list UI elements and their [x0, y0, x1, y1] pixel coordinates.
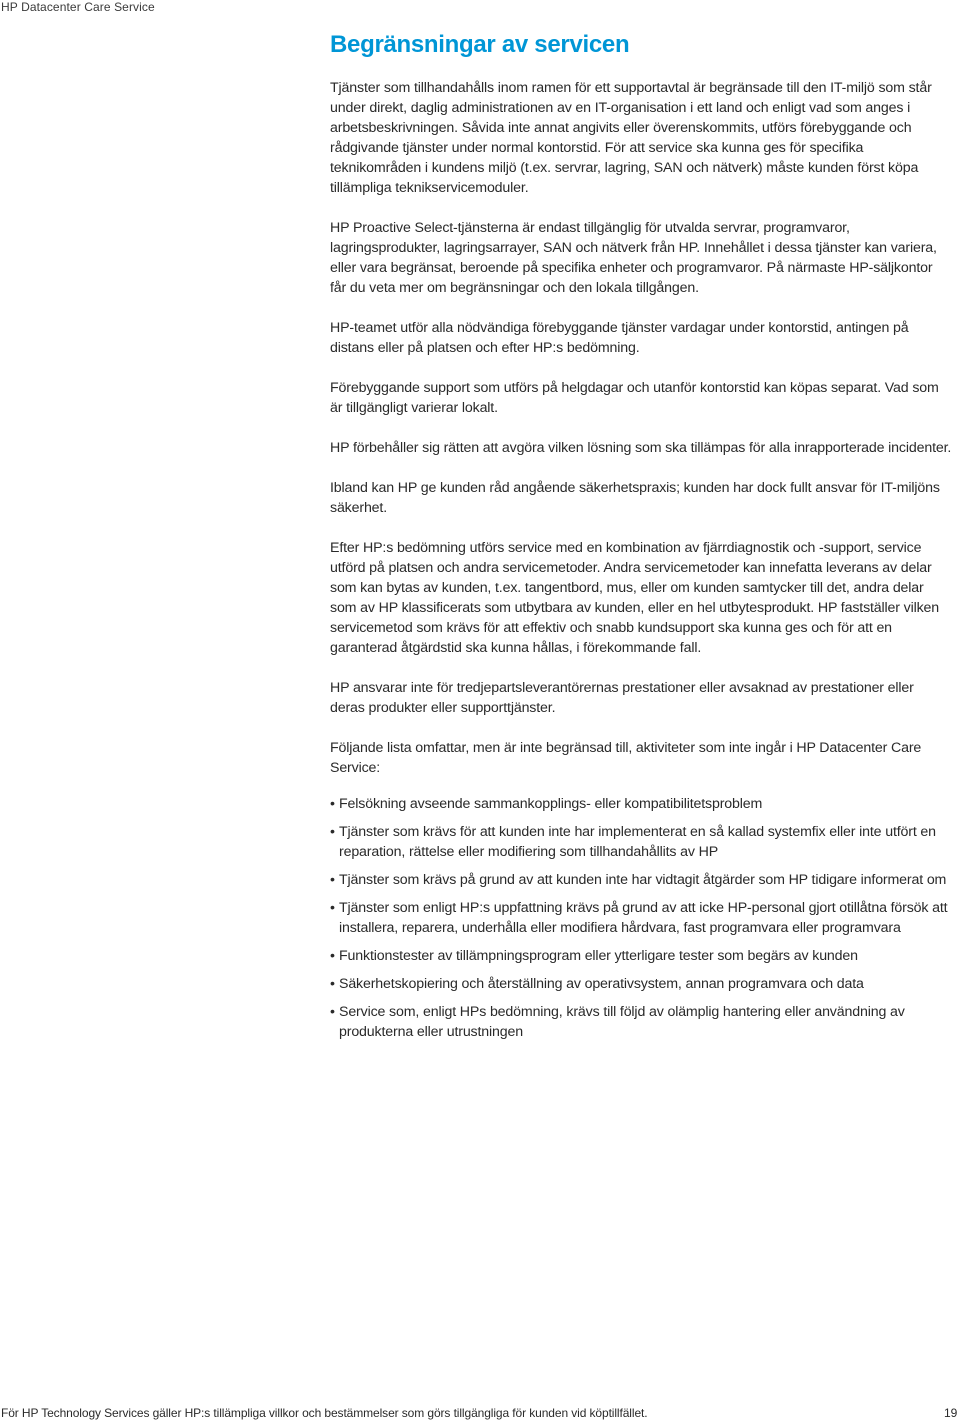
bullet-icon: • [330, 872, 335, 888]
list-item [330, 794, 952, 814]
running-header: HP Datacenter Care Service [1, 0, 155, 14]
list-item-text: Funktionstester av tillämpningsprogram eller ytterligare tester som begärs av kunden [339, 948, 858, 964]
list-item-text: Tjänster som enligt HP:s uppfattning krävs på grund av att icke HP-personal gjort otillåtna försök att installera, reparera, underhålla eller modifiera hårdvara, fast programvara eller programvara [339, 900, 948, 936]
bullet-icon: • [330, 796, 335, 812]
main-content [330, 30, 952, 1050]
paragraph-proactive-select: HP Proactive Select-tjänsterna är endast tillgänglig för utvalda servrar, programvaror, lagringsprodukter, lagringsarrayer, SAN och nätverk från HP. Innehållet i dessa tjänster kan variera, eller vara begränsat, beroende på specifika enheter och programvaror. På närmaste HP-säljkontor får du veta mer om begränsningar och den lokala tillgången. [330, 220, 937, 296]
paragraph-security-advice: Ibland kan HP ge kunden råd angående säkerhetspraxis; kunden har dock fullt ansvar för IT-miljöns säkerhet. [330, 480, 940, 516]
page-number: 19 [944, 1406, 958, 1420]
bullet-icon: • [330, 948, 335, 964]
list-item-text: Felsökning avseende sammankopplings- eller kompatibilitetsproblem [339, 796, 763, 812]
page-title: Begränsningar av servicen [330, 31, 630, 58]
paragraph-incident-resolution: HP förbehåller sig rätten att avgöra vilken lösning som ska tillämpas för alla inrapporterade incidenter. [330, 440, 952, 456]
list-item [330, 946, 952, 966]
list-item [330, 870, 952, 890]
paragraph-service-methods: Efter HP:s bedömning utförs service med en kombination av fjärrdiagnostik och -support, service utförd på platsen och andra servicemetoder. Andra servicemetoder kan innefatta leverans av delar som kan bytas av kunden, t.ex. tangentbord, mus, eller om kunden samtycker till det, andra delar som av HP klassificerats som utbytbara av kunden, eller en hel utbytesprodukt. HP fastställer vilken servicemetod som krävs för att effektiv och snabb kundsupport ska kunna ges och för att en garanterad åtgärdstid ska kunna hållas, i förekommande fall. [330, 540, 940, 656]
paragraph-service-scope: Tjänster som tillhandahålls inom ramen för ett supportavtal är begränsade till den IT-miljö som står under direkt, daglig administrationen av en IT-organisation i ett land och enligt vad som anges i arbetsbeskrivningen. Såvida inte annat angivits eller överenskommits, utförs förebyggande och rådgivande tjänster under normal kontorstid. För att service ska kunna ges för specifika teknikområden i kundens miljö (t.ex. servrar, lagring, SAN och nätverk) måste kunden först köpa tillämpliga teknikservicemoduler. [330, 80, 932, 196]
list-item-text: Tjänster som krävs för att kunden inte har implementerat en så kallad systemfix eller inte utfört en reparation, rättelse eller modifiering som tillhandahållits av HP [339, 824, 936, 860]
exclusions-list [330, 794, 952, 1042]
list-item-text: Säkerhetskopiering och återställning av operativsystem, annan programvara och data [339, 976, 864, 992]
bullet-icon: • [330, 1004, 335, 1020]
bullet-icon: • [330, 976, 335, 992]
list-item [330, 974, 952, 994]
list-item-text: Tjänster som krävs på grund av att kunden inte har vidtagit åtgärder som HP tidigare informerat om [339, 872, 947, 888]
footer-disclaimer: För HP Technology Services gäller HP:s tillämpliga villkor och bestämmelser som görs tillgängliga för kunden vid köptillfället. [1, 1406, 648, 1420]
paragraph-after-hours: Förebyggande support som utförs på helgdagar och utanför kontorstid kan köpas separat. Vad som är tillgängligt varierar lokalt. [330, 380, 939, 416]
bullet-icon: • [330, 824, 335, 840]
bullet-icon: • [330, 900, 335, 916]
paragraph-hp-team: HP-teamet utför alla nödvändiga förebyggande tjänster vardagar under kontorstid, antingen på distans eller på platsen och efter HP:s bedömning. [330, 320, 909, 356]
paragraph-third-party: HP ansvarar inte för tredjepartsleverantörernas prestationer eller avsaknad av prestationer eller deras produkter eller supporttjänster. [330, 680, 914, 716]
list-item [330, 822, 952, 862]
list-item [330, 1002, 952, 1042]
list-item [330, 898, 952, 938]
paragraph-exclusions-intro: Följande lista omfattar, men är inte begränsad till, aktiviteter som inte ingår i HP Datacenter Care Service: [330, 740, 922, 776]
list-item-text: Service som, enligt HPs bedömning, krävs till följd av olämplig hantering eller användning av produkterna eller utrustningen [339, 1004, 905, 1040]
